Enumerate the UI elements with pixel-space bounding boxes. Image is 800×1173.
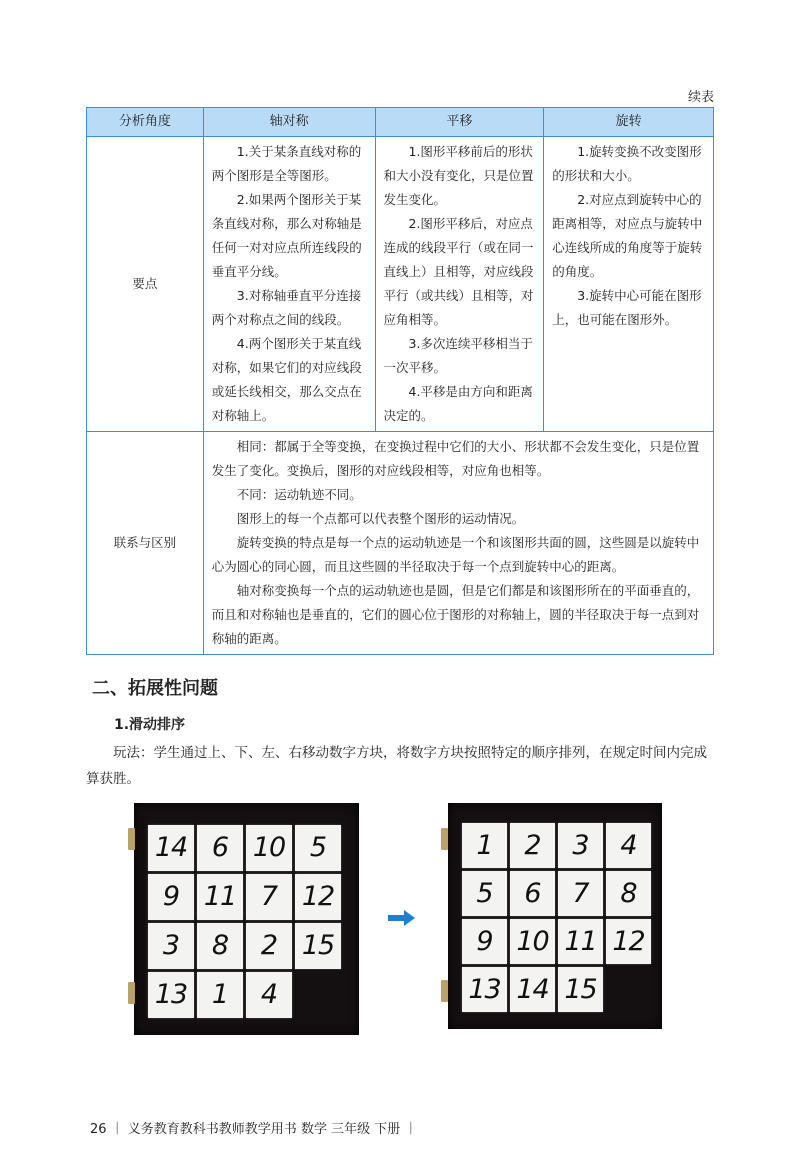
rotation-point: 2.对应点到旋转中心的距离相等，对应点与旋转中心连线所成的角度等于旋转的角度。	[552, 192, 703, 279]
axial-point: 3.对称轴垂直平分连接两个对称点之间的线段。	[211, 288, 362, 327]
header-angle: 分析角度	[87, 108, 204, 137]
table-row-relation	[87, 432, 714, 655]
puzzle-tile: 5	[462, 871, 507, 916]
puzzle-tile: 14	[510, 967, 555, 1012]
puzzle-tile: 12	[295, 874, 341, 920]
cell-axial	[203, 137, 375, 432]
puzzle-tile: 6	[197, 825, 243, 871]
puzzle-tile: 10	[510, 919, 555, 964]
translation-point: 1.图形平移前后的形状和大小没有变化，只是位置发生变化。	[383, 144, 534, 207]
translation-point: 4.平移是由方向和距离决定的。	[383, 384, 533, 423]
cell-translation	[375, 137, 544, 432]
subsection-title: 1.滑动排序	[114, 717, 186, 733]
row-label-relation: 联系与区别	[87, 432, 204, 655]
section-title: 二、拓展性问题	[92, 678, 218, 699]
puzzle-tile: 9	[148, 874, 194, 920]
puzzle-tile: 1	[462, 823, 507, 868]
axial-point: 4.两个图形关于某直线对称，如果它们的对应线段或延长线相交，那么交点在对称轴上。	[211, 336, 362, 423]
puzzle-tile: 9	[462, 919, 507, 964]
puzzle-tile: 4	[606, 823, 651, 868]
header-axial: 轴对称	[203, 108, 375, 137]
relation-paragraph: 图形上的每一个点都可以代表整个图形的运动情况。	[236, 511, 525, 526]
puzzle-tile: 14	[148, 825, 194, 871]
game-rule-text: 玩法：学生通过上、下、左、右移动数字方块，将数字方块按照特定的顺序排列，在规定时间内完成算获胜。	[86, 745, 707, 787]
puzzle-tile: 15	[295, 923, 341, 969]
puzzle-tile: 11	[197, 874, 243, 920]
axial-point: 1.关于某条直线对称的两个图形是全等图形。	[211, 144, 362, 183]
relation-paragraph: 相同：都属于全等变换，在变换过程中它们的大小、形状都不会发生变化，只是位置发生了变化。变换后，图形的对应线段相等，对应角也相等。	[211, 439, 700, 478]
page-footer: 26 ｜ 义务教育教科书教师教学用书 数学 三年级 下册 ｜	[90, 1122, 418, 1137]
hinge-icon	[441, 980, 448, 1002]
puzzle-tile: 6	[510, 871, 555, 916]
puzzle-tile: 7	[558, 871, 603, 916]
relation-paragraph: 旋转变换的特点是每一个点的运动轨迹是一个和该图形共面的圆，这些圆是以旋转中心为圆心的同心圆，而且这些圆的半径取决于每一个点到旋转中心的距离。	[211, 535, 700, 574]
table-row-key-points	[87, 137, 714, 432]
header-translation: 平移	[375, 108, 544, 137]
puzzle-tile: 3	[148, 923, 194, 969]
puzzle-tile: 13	[148, 972, 194, 1018]
hinge-icon	[441, 828, 448, 850]
puzzle-board-before	[134, 803, 359, 1035]
arrow-right-icon	[388, 909, 416, 927]
table-header-row	[87, 108, 714, 137]
axial-point: 2.如果两个图形关于某条直线对称，那么对称轴是任何一对对应点所连线段的垂直平分线。	[211, 192, 362, 279]
puzzle-board-after	[448, 803, 662, 1029]
relation-paragraph: 不同：运动轨迹不同。	[236, 487, 362, 502]
rotation-point: 3.旋转中心可能在图形上，也可能在图形外。	[552, 288, 702, 327]
rotation-point: 1.旋转变换不改变图形的形状和大小。	[552, 144, 702, 183]
puzzle-tile: 1	[197, 972, 243, 1018]
puzzle-tile: 15	[558, 967, 603, 1012]
hinge-icon	[128, 982, 135, 1004]
relation-paragraph: 轴对称变换每一个点的运动轨迹也是圆，但是它们都是和该图形所在的平面垂直的，而且和对称轴也是垂直的，它们的圆心位于图形的对称轴上，圆的半径取决于每一点到对称轴的距离。	[211, 583, 700, 646]
translation-point: 3.多次连续平移相当于一次平移。	[383, 336, 533, 375]
puzzle-tile: 8	[197, 923, 243, 969]
puzzle-tile: 8	[606, 871, 651, 916]
cell-rotation	[544, 137, 714, 432]
row-label-key-points: 要点	[87, 137, 204, 432]
header-rotation: 旋转	[544, 108, 714, 137]
puzzle-tile: 11	[558, 919, 603, 964]
continued-label: 续表	[687, 90, 714, 105]
cell-relation	[203, 432, 713, 655]
puzzle-tile: 10	[246, 825, 292, 871]
puzzle-tile: 3	[558, 823, 603, 868]
comparison-table	[86, 107, 714, 655]
puzzle-tile: 2	[510, 823, 555, 868]
puzzle-tile: 12	[606, 919, 651, 964]
puzzle-tile: 5	[295, 825, 341, 871]
translation-point: 2.图形平移后，对应点连成的线段平行（或在同一直线上）且相等，对应线段平行（或共线）且相等，对应角相等。	[383, 216, 534, 327]
puzzle-tile: 13	[462, 967, 507, 1012]
puzzle-tile: 7	[246, 874, 292, 920]
puzzle-tile: 2	[246, 923, 292, 969]
hinge-icon	[128, 828, 135, 850]
puzzle-tile: 4	[246, 972, 292, 1018]
